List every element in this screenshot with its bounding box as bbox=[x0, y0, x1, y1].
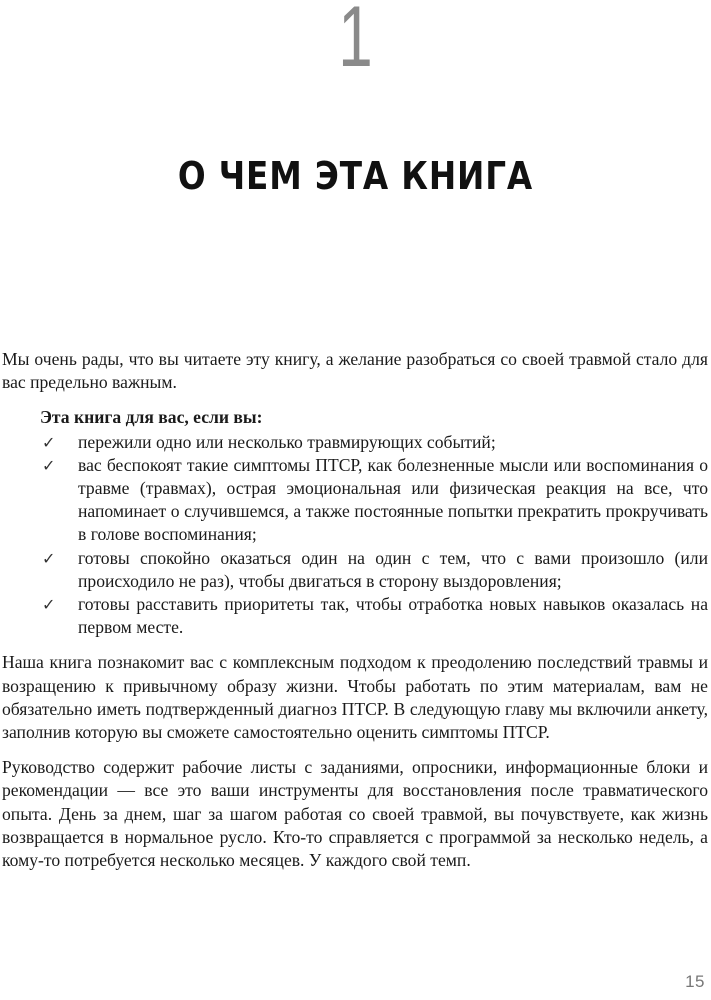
checklist-item bbox=[2, 593, 708, 639]
chapter-number: 1 bbox=[338, 0, 373, 85]
checklist-heading: Эта книга для вас, если вы: bbox=[40, 407, 263, 428]
check-mark-icon: ✓ bbox=[42, 548, 56, 568]
checklist-item-text: вас беспокоят такие симптомы ПТСР, как болезненные мысли или воспоминания о травме (травмах), острая эмоциональная или физическая реакция на все, что напоминает о случившемся, а также постоянные попытки прекратить прокручивать в голове воспоминания; bbox=[78, 454, 708, 545]
body-paragraph: Руководство содержит рабочие листы с заданиями, опросники, информационные блоки и рекомендации — все это ваши инструменты для восстановления после травматического опыта. День за днем, шаг за шагом работая со своей травмой, вы почувствуете, как жизнь возвращается в нормальное русло. Кто-то справляется с программой за несколько недель, а кому-то потребуется несколько месяцев. У каждого свой темп. bbox=[2, 757, 708, 871]
chapter-title bbox=[0, 153, 711, 199]
page-number: 15 bbox=[685, 972, 705, 991]
check-mark-icon: ✓ bbox=[42, 595, 56, 615]
check-mark-icon: ✓ bbox=[42, 455, 56, 475]
checklist-item-text: готовы спокойно оказаться один на один с тем, что с вами произошло (или происходило не раз), чтобы двигаться в сторону выздоровления; bbox=[78, 547, 708, 591]
body-paragraph: Наша книга познакомит вас с комплексным подходом к преодолению последствий травмы и возращению к привычному образу жизни. Чтобы работать по этим материалам, вам не обязательно иметь подтвержденный диагноз ПТСР. В следующую главу мы включили анкету, заполнив которую вы сможете самостоятельно оценить симптомы ПТСР. bbox=[2, 652, 708, 743]
intro-paragraph: Мы очень рады, что вы читаете эту книгу, а желание разобраться со своей травмой стало для вас предельно важным. bbox=[2, 349, 708, 393]
checklist-item bbox=[2, 431, 708, 454]
page-body bbox=[2, 348, 708, 884]
checklist-item-text: пережили одно или несколько травмирующих событий; bbox=[78, 431, 496, 452]
checklist-item bbox=[2, 547, 708, 593]
chapter-title-text: О ЧЕМ ЭТА КНИГА bbox=[177, 154, 534, 199]
checklist bbox=[2, 431, 708, 640]
check-mark-icon: ✓ bbox=[42, 432, 56, 452]
checklist-item-text: готовы расставить приоритеты так, чтобы отработка новых навыков оказалась на первом месте. bbox=[78, 594, 708, 638]
checklist-item bbox=[2, 454, 708, 547]
